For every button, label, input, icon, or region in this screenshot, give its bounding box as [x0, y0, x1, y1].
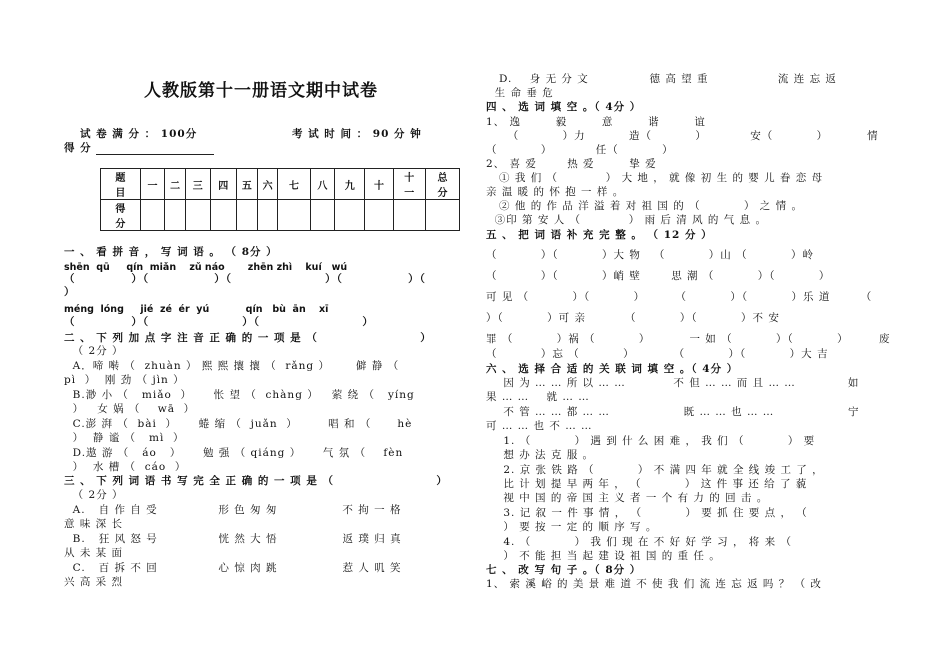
- score-cell[interactable]: [278, 200, 310, 231]
- question-line: （ ）（ ）大 物 （ ）山 （ ）岭: [486, 249, 814, 261]
- question-line: 比 计 划 提 早 两 年 ， （ ） 这 件 事 还 给 了 藐: [486, 478, 808, 490]
- question-line: 生 命 垂 危: [486, 87, 554, 99]
- question-line: 可 … … 也 不 … …: [486, 420, 593, 432]
- pinyin-line: shēn qū qín miǎn zǔ náo zhēn zhì kuí wú: [64, 262, 348, 273]
- score-table-header-cell: 十: [365, 169, 393, 200]
- page-title: 人教版第十一册语文期中试卷: [144, 81, 378, 101]
- score-cell[interactable]: [210, 200, 236, 231]
- question-line: B. 狂 风 怒 号 恍 然 大 悟 返 璞 归 真: [64, 533, 402, 545]
- score-cell[interactable]: [393, 200, 425, 231]
- question-line: 1、 索 溪 峪 的 美 景 难 道 不 使 我 们 流 连 忘 返 吗 ？ （ 改: [486, 578, 822, 590]
- question-line: 想 办 法 克 服 。: [486, 449, 595, 461]
- section-heading: 五 、 把 词 语 补 充 完 整 。 （ 12 分 ）: [486, 229, 713, 241]
- question-line: C. 百 拆 不 回 心 惊 肉 跳 惹 人 叽 笑: [64, 562, 402, 574]
- question-line: 意 味 深 长: [64, 518, 124, 530]
- section-heading: 四 、 选 词 填 空 。（ 4分 ）: [486, 101, 642, 113]
- score-table-header-row: [101, 169, 460, 200]
- question-line: 兴 高 采 烈: [64, 576, 124, 588]
- score-table-header-cell: 十 一: [393, 169, 425, 200]
- score-cell[interactable]: [140, 200, 165, 231]
- question-line: 2. 京 张 铁 路 （ ） 不 满 四 年 就 全 线 竣 工 了 ，: [486, 464, 824, 476]
- question-line: D.遨 游 （ áo ） 勉 强 （ qiáng ） 气 氛 （ fèn: [64, 447, 404, 459]
- question-line: C.澎 湃 （ bài ） 蜷 缩 （ juǎn ） 唱 和 （ hè: [64, 418, 413, 430]
- question-line: （ ） 任（ ）: [486, 144, 674, 156]
- section-heading: （ ）（ ）（ ）: [64, 316, 374, 328]
- section-heading: 一 、 看 拼 音 ， 写 词 语 。 （ 8分 ）: [64, 246, 278, 258]
- question-line: 视 中 国 的 帝 国 主 义 者 一 个 有 力 的 回 击 。: [486, 492, 769, 504]
- question-line: 亲 温 暖 的 怀 抱 一 样 。: [486, 186, 625, 198]
- question-line: ② 他 的 作 品 洋 溢 着 对 祖 国 的 （ ） 之 情 。: [486, 200, 803, 212]
- score-table-header-cell: 总 分: [425, 169, 459, 200]
- score-blank[interactable]: [96, 144, 214, 155]
- question-line: B.渺 小 （ miǎo ） 怅 望 （ chàng ） 萦 绕 （ yíng: [64, 389, 415, 401]
- score-table-score-row: [101, 200, 460, 231]
- question-line: 不 管 … … 都 … … 既 … … 也 … … 宁: [486, 406, 860, 418]
- score-table: [100, 168, 460, 231]
- question-line: 因 为 … … 所 以 … … 不 但 … … 而 且 … … 如: [486, 377, 860, 389]
- question-line: 1. （ ） 遇 到 什 么 困 难 ， 我 们 （ ） 要: [486, 435, 816, 447]
- score-table-header-cell: 三: [186, 169, 211, 200]
- score-cell[interactable]: [425, 200, 459, 231]
- score-table-header-cell: 七: [278, 169, 310, 200]
- score-cell[interactable]: [186, 200, 211, 231]
- exam-time: 考 试 时 间 ： 90 分 钟: [292, 128, 422, 140]
- section-heading: （ ）（ ）（ ）（ ）（: [64, 273, 426, 285]
- question-line: （ 2分 ）: [64, 489, 124, 501]
- question-line: ） 不 能 担 当 起 建 设 祖 国 的 重 任 。: [486, 550, 721, 562]
- section-heading: ）: [64, 286, 76, 298]
- question-line: ）（ ）可 亲 （ ）（ ）不 安: [486, 312, 780, 324]
- question-line: ） 要 按 一 定 的 顺 序 写 。: [486, 521, 658, 533]
- score-table-header-cell: 四: [210, 169, 236, 200]
- question-line: D. 身 无 分 文 德 高 望 重 流 连 忘 返: [486, 73, 837, 85]
- question-line: （ ）（ ）峭 壁 思 潮 （ ）（ ）: [486, 270, 831, 282]
- score-table-header-cell: 一: [140, 169, 165, 200]
- score-table-header-cell: 六: [257, 169, 278, 200]
- question-line: ） 静 谧 （ mì ）: [64, 432, 185, 444]
- section-heading: 三 、 下 列 词 语 书 写 完 全 正 确 的 一 项 是 （ ）: [64, 475, 448, 487]
- section-heading: 二 、 下 列 加 点 字 注 音 正 确 的 一 项 是 （ ）: [64, 332, 432, 344]
- score-table-header-cell: 五: [237, 169, 258, 200]
- question-line: A. 自 作 自 受 形 色 匆 匆 不 拘 一 格: [64, 504, 402, 516]
- score-table-header-cell: 九: [335, 169, 365, 200]
- score-table-header-cell: 二: [165, 169, 186, 200]
- question-line: ③印 第 安 人 （ ） 雨 后 清 风 的 气 息 。: [486, 214, 767, 226]
- question-line: （ ）力 造（ ） 安（ ） 情: [486, 130, 879, 142]
- section-heading: 六 、 选 择 合 适 的 关 联 词 填 空 。（ 4分 ）: [486, 363, 739, 375]
- score-label: 得 分: [64, 142, 92, 154]
- score-table-row-label: 题 目: [101, 169, 141, 200]
- score-cell[interactable]: [335, 200, 365, 231]
- score-total: 试 卷 满 分 ： 100分: [80, 128, 198, 140]
- question-line: 4. （ ） 我 们 现 在 不 好 好 学 习 ， 将 来 （: [486, 536, 792, 548]
- question-line: 3. 记 叙 一 件 事 情 ， （ ） 要 抓 住 要 点 ， （: [486, 507, 808, 519]
- question-line: A．啼 啭 （ zhuàn ） 熙 熙 攘 攘 （ rǎng ） 僻 静 （: [64, 360, 400, 372]
- score-table-row-label: 得 分: [101, 200, 141, 231]
- question-line: 从 未 某 面: [64, 547, 124, 559]
- question-line: 2、 喜 爱 热 爱 挚 爱: [486, 158, 657, 170]
- question-line: ① 我 们 （ ） 大 地 ， 就 像 初 生 的 婴 儿 眷 恋 母: [486, 172, 824, 184]
- score-cell[interactable]: [165, 200, 186, 231]
- question-line: （ 2分 ）: [64, 345, 124, 357]
- question-line: ） 水 槽 （ cáo ）: [64, 461, 187, 473]
- score-label-line: [64, 142, 214, 155]
- score-cell[interactable]: [365, 200, 393, 231]
- question-line: 果 … … 就 … …: [486, 391, 590, 403]
- score-cell[interactable]: [257, 200, 278, 231]
- section-heading: 七 、 改 写 句 子 。（ 8分 ）: [486, 564, 642, 576]
- question-line: 罪 （ ）祸 （ ） 一 如 （ ）（ ） 废: [486, 333, 891, 345]
- score-table-header-cell: 八: [310, 169, 335, 200]
- question-line: 1、 逸 毅 意 谐 谊: [486, 116, 706, 128]
- question-line: 可 见 （ ）（ ） （ ）（ ）乐 道 （: [486, 291, 873, 303]
- question-line: pì ） 刚 劲 （ jìn ）: [64, 374, 185, 386]
- question-line: ） 女 娲 （ wā ）: [64, 403, 196, 415]
- pinyin-line: méng lóng jié zé ér yú qín bù ān xī: [64, 304, 329, 315]
- question-line: （ ）忘 （ ） （ ）（ ）大 吉: [486, 348, 829, 360]
- score-cell[interactable]: [237, 200, 258, 231]
- score-cell[interactable]: [310, 200, 335, 231]
